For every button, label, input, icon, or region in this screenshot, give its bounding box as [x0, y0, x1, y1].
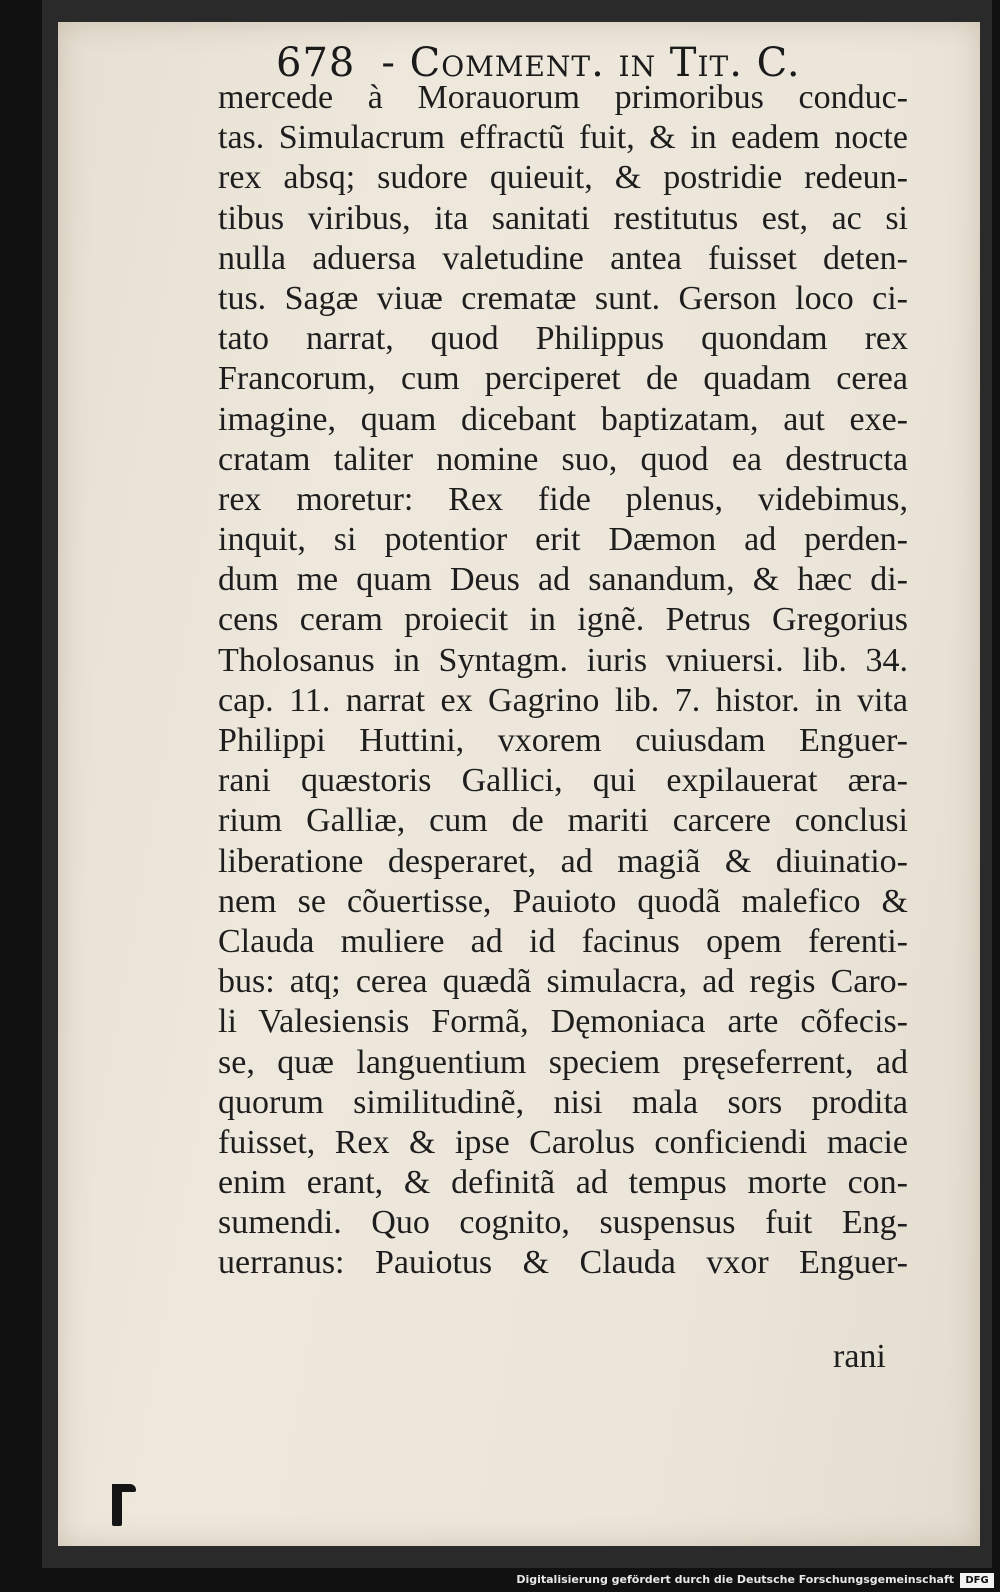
text-line: rex absq; sudore quieuit, & postridie redeun-: [218, 159, 908, 197]
text-line: bus: atq; cerea quædã simulacra, ad regis Caro-: [218, 963, 908, 1001]
footer-credit: Digitalisierung gefördert durch die Deutsche Forschungsgemeinschaft: [516, 1573, 954, 1586]
text-line: fuisset, Rex & ipse Carolus conficiendi macie: [218, 1123, 908, 1161]
text-line: tibus viribus, ita sanitati restitutus est, ac si: [218, 199, 908, 237]
text-line: dum me quam Deus ad sanandum, & hæc di-: [218, 561, 908, 599]
text-line: tato narrat, quod Philippus quondam rex: [218, 320, 908, 358]
page-corner-mark: [112, 1484, 122, 1526]
text-line: rani quæstoris Gallici, qui expilauerat æra-: [218, 762, 908, 800]
body-text: [218, 78, 908, 1284]
text-line: imagine, quam dicebant baptizatam, aut exe-: [218, 400, 908, 438]
text-line: nulla aduersa valetudine antea fuisset deten-: [218, 239, 908, 277]
text-line: inquit, si potentior erit Dæmon ad perden-: [218, 521, 908, 559]
text-line: uerranus: Pauiotus & Clauda vxor Enguer-: [218, 1244, 908, 1282]
text-line: enim erant, & definitã ad tempus morte con-: [218, 1164, 908, 1202]
text-line: mercede à Morauorum primoribus conduc-: [218, 79, 908, 116]
text-line: cap. 11. narrat ex Gagrino lib. 7. histor. in vita: [218, 681, 908, 719]
text-line: se, quæ languentium speciem pręseferrent, ad: [218, 1043, 908, 1081]
page-number: 678: [276, 40, 356, 86]
text-line: cratam taliter nomine suo, quod ea destructa: [218, 440, 908, 478]
text-line: li Valesiensis Formã, Dęmoniaca arte cõfecis-: [218, 1003, 908, 1041]
text-line: Clauda muliere ad id facinus opem ferenti-: [218, 922, 908, 960]
dfg-logo: DFG: [960, 1573, 994, 1588]
text-line: sumendi. Quo cognito, suspensus fuit Eng-: [218, 1204, 908, 1242]
text-line: tas. Simulacrum effractũ fuit, & in eadem nocte: [218, 119, 908, 157]
text-line: liberatione desperaret, ad magiã & diuinatio-: [218, 842, 908, 880]
text-line: tus. Sagæ viuæ crematæ sunt. Gerson loco ci-: [218, 279, 908, 317]
footer-bar: [0, 1570, 1000, 1592]
text-line: Tholosanus in Syntagm. iuris vniuersi. lib. 34.: [218, 641, 908, 679]
text-line: rex moretur: Rex fide plenus, videbimus,: [218, 480, 908, 518]
text-line: nem se cõuertisse, Pauioto quodã malefico &: [218, 882, 908, 920]
text-line: quorum similitudinẽ, nisi mala sors prodita: [218, 1083, 908, 1121]
text-line: Philippi Huttini, vxorem cuiusdam Enguer-: [218, 722, 908, 759]
catchword: rani: [833, 1338, 886, 1375]
text-line: cens ceram proiecit in ignẽ. Petrus Gregorius: [218, 601, 908, 639]
text-line: rium Galliæ, cum de mariti carcere conclusi: [218, 802, 908, 840]
text-line: Francorum, cum perciperet de quadam cerea: [218, 360, 908, 398]
running-title: - Comment. in Tit. C.: [381, 40, 801, 86]
